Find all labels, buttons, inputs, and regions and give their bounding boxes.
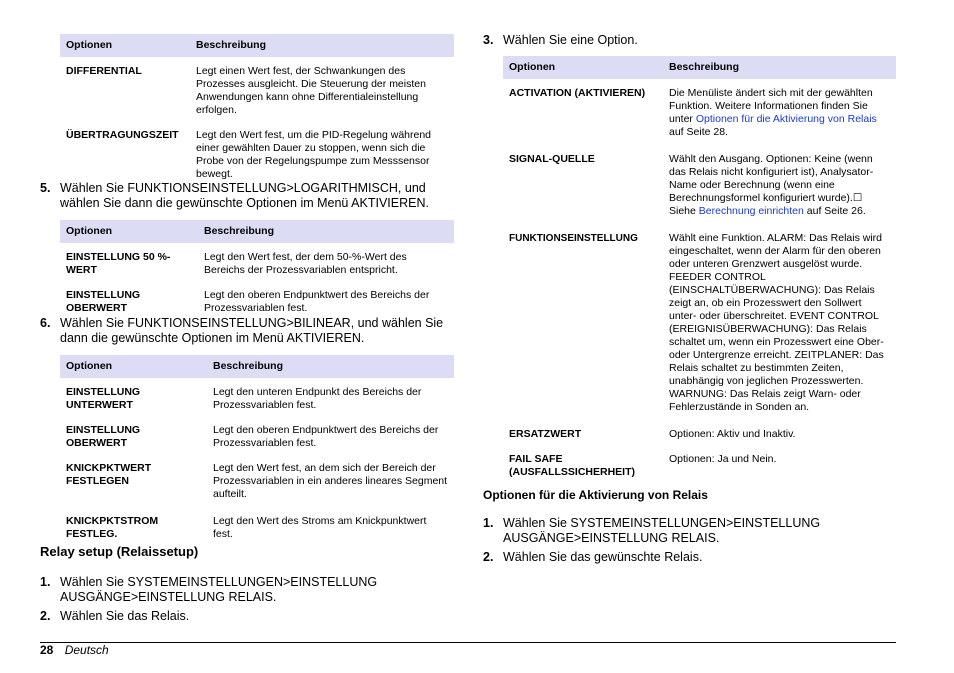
option-name: SIGNAL-QUELLE (509, 153, 595, 165)
table-row (60, 378, 454, 416)
option-description: Legt den unteren Endpunkt des Bereichs der Prozessvariablen fest. (213, 386, 422, 411)
header-options: Optionen (503, 56, 663, 79)
option-description: Legt den oberen Endpunktwert des Bereichs der Prozessvariablen fest. (204, 289, 430, 314)
table-header-row (60, 220, 454, 243)
table-row (503, 222, 896, 418)
option-name: FAIL SAFE (AUSFALLSSICHERHEIT) (509, 453, 635, 478)
option-name: EINSTELLUNG OBERWERT (66, 424, 141, 449)
section-heading: Relay setup (Relaissetup) (40, 544, 199, 559)
option-name: ERSATZWERT (509, 428, 582, 440)
activation-step-2 (483, 550, 896, 565)
option-name: KNICKPKTSTROM FESTLEG. (66, 515, 159, 540)
step-text: Wählen Sie eine Option. (503, 33, 638, 47)
step-number: 2. (40, 609, 51, 623)
header-options: Optionen (60, 220, 198, 243)
step-number: 5. (40, 181, 51, 195)
step-5 (40, 181, 454, 211)
option-name: EINSTELLUNG UNTERWERT (66, 386, 141, 411)
option-description (663, 143, 896, 222)
option-name: EINSTELLUNG OBERWERT (66, 289, 141, 314)
step-3 (483, 33, 896, 48)
table-row (60, 57, 454, 121)
option-name: KNICKPKTWERT FESTLEGEN (66, 462, 152, 487)
table-header-row (503, 56, 896, 79)
description-text: Die Menüliste ändert sich mit der gewählten Funktion. Weitere Informationen finden Sie unter (669, 87, 873, 125)
table-row (503, 445, 896, 483)
option-description: Legt den Wert fest, an dem sich der Bereich der Prozessvariablen in ein anderes lineares Segment aufteilt. (213, 462, 448, 500)
description-text: auf Seite 28. (669, 126, 728, 138)
table-row (60, 505, 454, 545)
option-name: DIFFERENTIAL (66, 65, 142, 77)
cross-reference-link[interactable]: Optionen für die Aktivierung von Relais (695, 113, 877, 125)
cross-reference-link[interactable]: Berechnung einrichten (698, 205, 804, 217)
option-description: Optionen: Aktiv und Inaktiv. (669, 428, 796, 440)
step-number: 2. (483, 550, 494, 564)
page-number: 28 (40, 643, 54, 657)
header-description: Beschreibung (190, 34, 454, 57)
footer-language: Deutsch (64, 643, 109, 657)
option-name: FUNKTIONSEINSTELLUNG (509, 233, 638, 244)
description-text: auf Seite 26. (803, 205, 866, 217)
options-table-bilinear (60, 355, 454, 545)
activation-step-1 (483, 516, 896, 546)
option-name: ACTIVATION (AKTIVIEREN) (509, 87, 646, 99)
table-header-row (60, 34, 454, 57)
relay-step-2 (40, 609, 454, 624)
option-description: Legt den Wert des Stroms am Knickpunktwert fest. (213, 515, 427, 540)
option-description (663, 79, 896, 143)
step-text: Wählen Sie das Relais. (60, 609, 190, 623)
option-description: Legt den Wert fest, um die PID-Regelung während einer gewählten Dauer zu stoppen, wenn sich die Probe von der Regelungspumpe zum Messsensor bewegt. (196, 129, 432, 180)
step-text: Wählen Sie FUNKTIONSEINSTELLUNG>LOGARITHMISCH, und wählen Sie dann die gewünschte Optionen im Menü AKTIVIEREN. (60, 181, 429, 210)
header-description: Beschreibung (663, 56, 896, 79)
header-options: Optionen (60, 34, 190, 57)
table-header-row (60, 355, 454, 378)
table-row (503, 143, 896, 222)
table-row (60, 121, 454, 185)
step-text: Wählen Sie SYSTEMEINSTELLUNGEN>EINSTELLUNG AUSGÄNGE>EINSTELLUNG RELAIS. (60, 575, 378, 604)
option-description: Legt einen Wert fest, der Schwankungen des Prozesses ausgleicht. Die Steuerung der meisten Anwendungen kann ohne Differentialeinstellung erfolgen. (196, 65, 426, 116)
option-name: ÜBERTRAGUNGSZEIT (66, 129, 179, 141)
table-row (503, 418, 896, 445)
options-table-relay (503, 56, 896, 483)
step-text: Wählen Sie das gewünschte Relais. (503, 550, 703, 564)
subsection-heading: Optionen für die Aktivierung von Relais (483, 488, 708, 502)
footer-divider (40, 642, 896, 643)
option-name: EINSTELLUNG 50 %-WERT (66, 251, 171, 276)
table-row (503, 79, 896, 143)
table-row (60, 454, 454, 505)
header-options: Optionen (60, 355, 207, 378)
option-description: Legt den Wert fest, der dem 50-%-Wert des Bereichs der Prozessvariablen entspricht. (204, 251, 407, 276)
table-row (60, 243, 454, 281)
option-description: Legt den oberen Endpunktwert des Bereichs der Prozessvariablen fest. (213, 424, 439, 449)
step-text: Wählen Sie FUNKTIONSEINSTELLUNG>BILINEAR, und wählen Sie dann die gewünschte Optionen im Menü AKTIVIEREN. (60, 316, 444, 345)
option-description: Wählt eine Funktion. ALARM: Das Relais wird eingeschaltet, wenn der Alarm für den oberen oder unteren Grenzwert ausgelöst wurde. FEEDER CONTROL (EINSCHALTÜBERWACHUNG): Das Relais zeigt an, ob ein Prozesswert den Sollwert unter- oder überschreitet. EVENT CONTROL (EREIGNISÜBERWACHUNG): Das Relais schaltet um, wenn ein Prozesswert eine Ober- oder Untergrenze erreicht. ZEITPLANER: Das Relais schaltet zu bestimmten Zeiten, unabhängig von jeglichen Prozesswerten. WARNUNG: Das Relais zeigt Warn- oder Fehlerzustände in Sonden an. (669, 232, 884, 413)
step-text: Wählen Sie SYSTEMEINSTELLUNGEN>EINSTELLUNG AUSGÄNGE>EINSTELLUNG RELAIS. (503, 516, 821, 545)
step-6 (40, 316, 454, 346)
step-number: 3. (483, 33, 494, 47)
options-table-pid (60, 34, 454, 185)
table-row (60, 416, 454, 454)
step-number: 6. (40, 316, 51, 330)
header-description: Beschreibung (198, 220, 454, 243)
options-table-logarithmic (60, 220, 454, 319)
table-row (60, 281, 454, 319)
step-number: 1. (483, 516, 494, 530)
option-description: Optionen: Ja und Nein. (669, 453, 777, 465)
step-number: 1. (40, 575, 51, 589)
header-description: Beschreibung (207, 355, 454, 378)
description-text: Wählt den Ausgang. Optionen: Keine (wenn das Relais nicht konfiguriert ist), Analysator-Name oder Berechnung (wenn eine Berechnungsformel konfiguriert wurde).☐ Siehe (669, 153, 874, 217)
relay-step-1 (40, 575, 454, 605)
page-footer (40, 643, 109, 657)
